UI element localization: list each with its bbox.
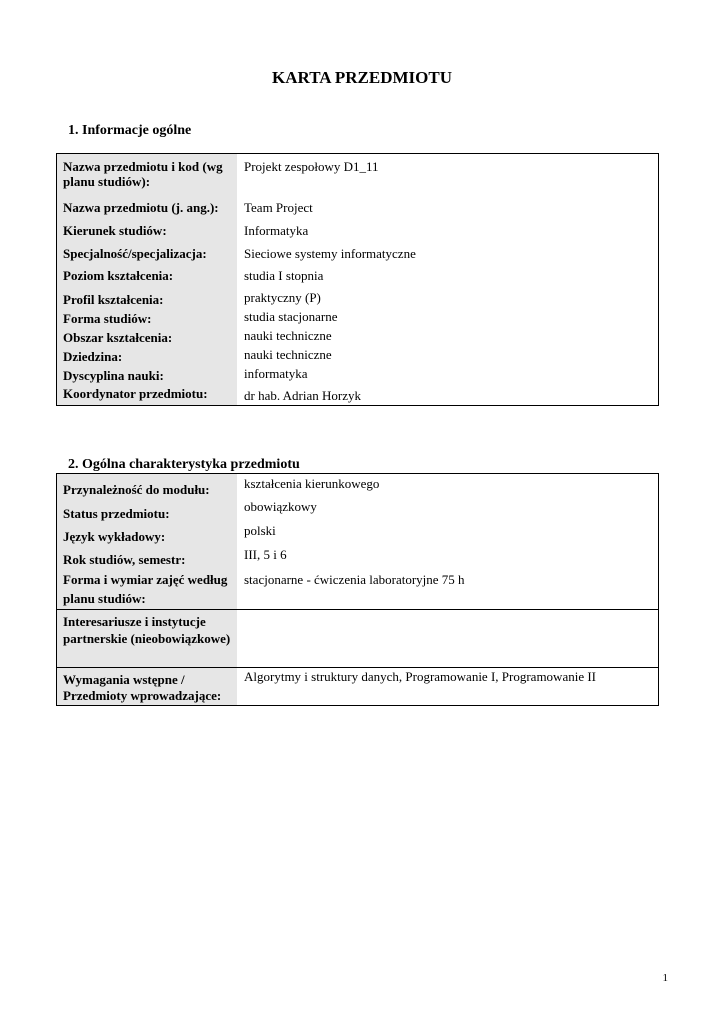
row-label: Forma i wymiar zajęć według planu studiów: (63, 572, 228, 606)
row-label: Rok studiów, semestr: (63, 552, 186, 567)
section-1-heading: 1. Informacje ogólne (68, 123, 192, 138)
row-value: stacjonarne - ćwiczenia laboratoryjne 75 h (244, 572, 465, 587)
row-value: obowiązkowy (244, 499, 317, 514)
label-column (57, 154, 237, 405)
row-value: studia stacjonarne (244, 309, 338, 324)
row-label: Profil kształcenia: (63, 292, 164, 307)
prerequisites-block (57, 667, 658, 705)
row-label: Język wykładowy: (63, 529, 166, 544)
row-value: praktyczny (P) (244, 290, 321, 305)
row-label: Dyscyplina nauki: (63, 368, 164, 383)
row-label: Koordynator przedmiotu: (63, 386, 208, 401)
page-number: 1 (662, 972, 668, 984)
row-value: studia I stopnia (244, 268, 324, 283)
row-value: Informatyka (244, 223, 309, 238)
row-label: Wymagania wstępne / Przedmioty wprowadzające: (57, 668, 237, 705)
row-value: nauki techniczne (244, 347, 332, 362)
row-label: Kierunek studiów: (63, 223, 167, 238)
value-column (237, 154, 658, 405)
row-value: polski (244, 523, 276, 538)
row-value: III, 5 i 6 (244, 547, 287, 562)
row-value: Projekt zespołowy D1_11 (244, 159, 379, 174)
label-column (57, 474, 237, 609)
row-label: Forma studiów: (63, 311, 152, 326)
row-value: informatyka (244, 366, 308, 381)
module-block (57, 474, 658, 609)
info-block (57, 154, 658, 405)
row-value: kształcenia kierunkowego (244, 476, 380, 491)
row-label: Specjalność/specjalizacja: (63, 246, 207, 261)
row-label: Interesariusze i instytucje partnerskie (nieobowiązkowe) (57, 610, 237, 667)
row-value: Sieciowe systemy informatyczne (244, 246, 416, 261)
general-info-table (56, 153, 659, 406)
row-label: Status przedmiotu: (63, 506, 170, 521)
row-value: dr hab. Adrian Horzyk (244, 388, 361, 403)
row-value: Team Project (244, 200, 313, 215)
row-label: Obszar kształcenia: (63, 330, 173, 345)
characteristics-table (56, 473, 659, 706)
row-value: Algorytmy i struktury danych, Programowanie I, Programowanie II (244, 669, 597, 684)
row-label: Nazwa przedmiotu (j. ang.): (63, 200, 219, 215)
row-label: Przynależność do modułu: (63, 482, 210, 497)
row-value: nauki techniczne (244, 328, 332, 343)
row-label: Nazwa przedmiotu i kod (wg planu studiów): (63, 159, 223, 189)
row-value (237, 610, 658, 667)
section-2-heading: 2. Ogólna charakterystyka przedmiotu (68, 457, 300, 472)
row-label: Poziom kształcenia: (63, 268, 174, 283)
page-title: KARTA PRZEDMIOTU (272, 68, 452, 87)
value-column (237, 474, 658, 609)
row-label: Dziedzina: (63, 349, 123, 364)
stakeholders-block (57, 609, 658, 667)
